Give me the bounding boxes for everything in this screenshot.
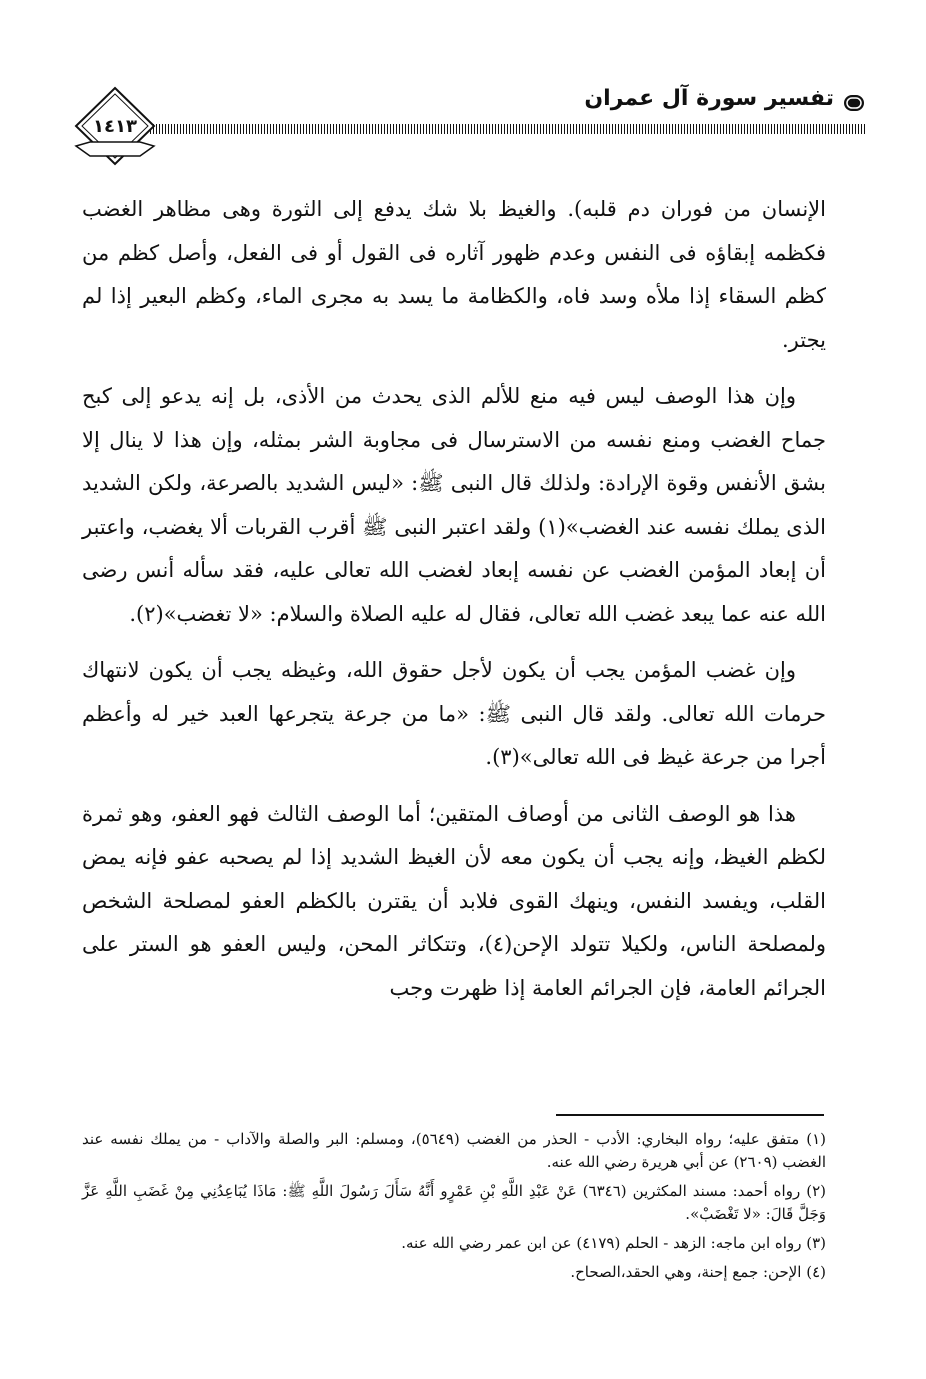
footnote-separator	[556, 1114, 824, 1116]
header-rule	[150, 124, 866, 134]
paragraph: وإن هذا الوصف ليس فيه منع للألم الذى يحدث من الأذى، بل إنه يدعو إلى كبح جماح الغضب ومنع نفسه من الاسترسال فى مجاوبة الشر بمثله، وإن هذا لا ينال إلا بشق الأنفس وقوة الإرادة: ولذلك قال النبى ﷺ: «ليس الشديد بالصرعة، ولكن الشديد الذى يملك نفسه عند الغضب»(١) ولقد اعتبر النبى ﷺ أقرب القربات ألا يغضب، واعتبر أن إبعاد المؤمن الغضب عن نفسه إبعاد لغضب الله تعالى عليه، فقد سأله أنس رضى الله عنه عما يبعد غضب الله تعالى، فقال له عليه الصلاة والسلام: «لا تغضب»(٢).	[82, 384, 826, 626]
paragraph: وإن غضب المؤمن يجب أن يكون لأجل حقوق الله، وغيظه يجب أن يكون لانتهاك حرمات الله تعالى. ولقد قال النبى ﷺ: «ما من جرعة يتجرعها العبد خير له وأعظم أجرا من جرعة غيظ فى الله تعالى»(٣).	[82, 658, 826, 769]
footnotes	[82, 1128, 826, 1290]
main-text	[82, 188, 826, 1023]
paragraph: هذا هو الوصف الثانى من أوصاف المتقين؛ أما الوصف الثالث فهو العفو، وهو ثمرة لكظم الغيظ، وإنه يجب أن يكون معه لأن الغيظ الشديد إذا لم يصحبه عفو فإنه يمض القلب، ويفسد النفس، وينهك القوى فلابد أن يقترن بالكظم العفو لمصلحة الشخص ولمصلحة الناس، ولكيلا تتولد الإحن(٤)، وتتكاثر المحن، وليس العفو هو الستر على الجرائم العامة، فإن الجرائم العامة إذا ظهرت وجب	[82, 801, 826, 1000]
footnote: (١) متفق عليه؛ رواه البخاري: الأدب - الحذر من الغضب (٥٦٤٩)، ومسلم: البر والصلة والآداب - من يملك نفسه عند الغضب (٢٦٠٩) عن أبي هريرة رضي الله عنه.	[82, 1130, 826, 1171]
paragraph: الإنسان من فوران دم قلبه). والغيظ بلا شك يدفع إلى الثورة وهى مظاهر الغضب فكظمه إبقاؤه فى النفس وعدم ظهور آثاره فى القول أو فى الفعل، وأصل كظم من كظم السقاء إذا ملأه وسد فاه، والكظامة ما يسد به مجرى الماء، وكظم البعير إذا لم يجتر.	[82, 197, 826, 352]
page-number: ١٤١٣	[93, 116, 137, 137]
chapter-title: تفسير سورة آل عمران	[584, 86, 834, 111]
footnote: (٤) الإحن: جمع إحنة، وهي الحقد،الصحاح.	[570, 1263, 826, 1281]
header-ornament-icon	[842, 92, 866, 114]
footnote: (٣) رواه ابن ماجه: الزهد - الحلم (٤١٧٩) عن ابن عمر رضي الله عنه.	[401, 1234, 826, 1252]
footnote: (٢) رواه أحمد: مسند المكثرين (٦٣٤٦) عَنْ عَبْدِ اللَّهِ بْنِ عَمْرٍو أَنَّهُ سَأَلَ رَسُولَ اللَّهِ ﷺ: مَاذَا يُبَاعِدُنِي مِنْ غَضَبِ اللَّهِ عَزَّ وَجَلَّ قَالَ: «لا تَغْضَبْ».	[82, 1182, 826, 1223]
